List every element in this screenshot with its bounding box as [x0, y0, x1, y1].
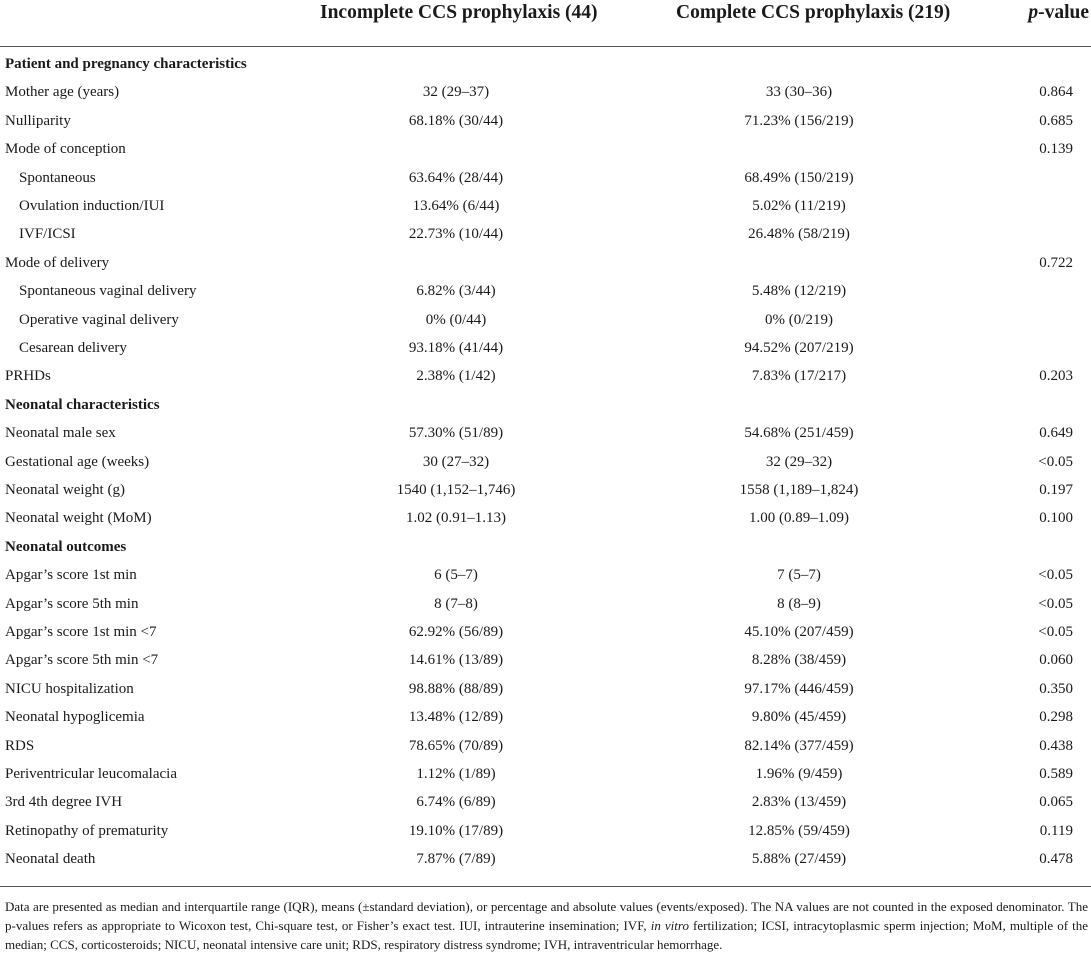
- header-p-italic: p: [1028, 2, 1039, 23]
- table-row: [0, 732, 1091, 760]
- cell-incomplete: 32 (29–37): [422, 84, 490, 101]
- table-row: [0, 703, 1091, 731]
- cell-incomplete: 19.10% (17/89): [408, 822, 504, 839]
- table-row: [0, 760, 1091, 788]
- cell-incomplete: 6.82% (3/44): [416, 283, 496, 300]
- cell-incomplete: 13.64% (6/44): [412, 198, 500, 214]
- cell-complete: 5.02% (11/219): [752, 198, 846, 214]
- header-p-rest: -value: [1038, 2, 1089, 23]
- table-row: [0, 504, 1091, 532]
- cell-p-value: 0.298: [1039, 709, 1073, 726]
- cell-complete: 5.88% (27/459): [751, 851, 847, 868]
- cell-p-value: 0.722: [1039, 254, 1073, 271]
- cell-complete: 9.80% (45/459): [751, 709, 847, 726]
- footnote-text-1: Data are presented as median and interquartile range (IQR), means (±standard deviation), or percentage and absolute values (events/exposed). The NA values are not counted in the exposed denominator. The p-values refers as appropriate to Wicoxon test, Chi-square test, or Fisher’s exact test. IUI, intrauterine insemination; IVF,: [5, 899, 1088, 933]
- row-label: Neonatal hypoglicemia: [5, 709, 145, 726]
- cell-complete: 33 (30–36): [765, 84, 833, 101]
- table-row: [0, 675, 1091, 703]
- cell-p-value: 0.438: [1039, 737, 1073, 754]
- cell-incomplete: 6.74% (6/89): [416, 794, 496, 811]
- cell-p-value: 0.203: [1039, 368, 1073, 385]
- row-label: Neonatal death: [5, 851, 96, 868]
- row-label: Retinopathy of prematurity: [5, 822, 169, 839]
- cell-p-value: 0.100: [1039, 510, 1073, 527]
- cell-complete: 1.96% (9/459): [755, 766, 843, 782]
- table-row: [0, 78, 1091, 106]
- row-label: Apgar’s score 5th min <7: [5, 652, 159, 669]
- row-label: Nulliparity: [5, 112, 71, 129]
- row-label: Apgar’s score 1st min <7: [5, 624, 157, 640]
- cell-p-value: <0.05: [1038, 624, 1073, 640]
- table-row: [0, 788, 1091, 816]
- cell-incomplete: 0% (0/44): [425, 311, 487, 328]
- row-label: Gestational age (weeks): [5, 453, 150, 470]
- cell-complete: 1.00 (0.89–1.09): [749, 510, 849, 527]
- footnote-italic: in vitro: [650, 917, 689, 933]
- header-p-value: [1028, 2, 1089, 24]
- row-label: IVF/ICSI: [19, 226, 76, 243]
- cell-complete: 8.28% (38/459): [751, 652, 847, 669]
- cell-complete: 82.14% (377/459): [744, 737, 854, 754]
- cell-complete: 94.52% (207/219): [744, 340, 854, 356]
- cell-p-value: 0.350: [1039, 680, 1073, 697]
- cell-p-value: 0.060: [1039, 652, 1073, 669]
- row-label: Mother age (years): [5, 84, 120, 101]
- cell-incomplete: 63.64% (28/44): [408, 169, 504, 186]
- row-label: Neonatal characteristics: [5, 396, 160, 413]
- cell-p-value: 0.685: [1039, 112, 1073, 129]
- table-row: [0, 249, 1091, 277]
- table-row: [0, 590, 1091, 618]
- table-row: [0, 135, 1091, 163]
- row-label: Neonatal outcomes: [5, 538, 127, 555]
- table-row: [0, 220, 1091, 248]
- cell-incomplete: 30 (27–32): [422, 453, 490, 470]
- row-label: 3rd 4th degree IVH: [5, 794, 123, 811]
- row-label: Periventricular leucomalacia: [5, 766, 177, 782]
- cell-complete: 97.17% (446/459): [744, 680, 854, 697]
- row-label: Neonatal weight (g): [5, 482, 125, 498]
- row-label: Ovulation induction/IUI: [19, 198, 165, 214]
- cell-complete: 68.49% (150/219): [744, 169, 854, 186]
- cell-complete: 54.68% (251/459): [744, 425, 854, 442]
- row-label: Neonatal male sex: [5, 425, 116, 442]
- table-row: [0, 192, 1091, 220]
- cell-complete: 12.85% (59/459): [748, 822, 850, 839]
- table-row: [0, 306, 1091, 334]
- row-label: Patient and pregnancy characteristics: [5, 56, 247, 72]
- cell-incomplete: 68.18% (30/44): [408, 112, 504, 129]
- cell-complete: 32 (29–32): [765, 453, 833, 470]
- table-row: [0, 448, 1091, 476]
- cell-incomplete: 1.02 (0.91–1.13): [406, 510, 506, 527]
- row-label: Mode of conception: [5, 141, 126, 158]
- cell-p-value: <0.05: [1038, 567, 1073, 584]
- cell-incomplete: 78.65% (70/89): [408, 737, 504, 754]
- cell-complete: 45.10% (207/459): [744, 624, 854, 640]
- cell-complete: 26.48% (58/219): [748, 226, 850, 243]
- cell-complete: 7 (5–7): [777, 567, 821, 584]
- cell-complete: 71.23% (156/219): [744, 112, 854, 129]
- row-label: Spontaneous vaginal delivery: [19, 283, 197, 300]
- cell-incomplete: 62.92% (56/89): [408, 624, 504, 640]
- cell-incomplete: 1.12% (1/89): [416, 766, 496, 782]
- table-row: [0, 845, 1091, 873]
- row-label: Mode of delivery: [5, 254, 110, 271]
- cell-p-value: 0.065: [1039, 794, 1073, 811]
- table-row: [0, 419, 1091, 447]
- row-label: RDS: [5, 737, 35, 754]
- table-row: [0, 561, 1091, 589]
- cell-incomplete: 7.87% (7/89): [416, 851, 496, 868]
- row-label: Apgar’s score 1st min: [5, 567, 137, 584]
- table-row: [0, 164, 1091, 192]
- row-label: Operative vaginal delivery: [19, 311, 179, 328]
- cell-p-value: <0.05: [1038, 595, 1073, 612]
- table-row: [0, 618, 1091, 646]
- table-row: [0, 362, 1091, 390]
- cell-incomplete: 8 (7–8): [434, 595, 478, 612]
- cell-incomplete: 1540 (1,152–1,746): [396, 482, 516, 498]
- cell-complete: 0% (0/219): [765, 311, 833, 328]
- row-label: Neonatal weight (MoM): [5, 510, 152, 527]
- cell-incomplete: 93.18% (41/44): [408, 340, 504, 356]
- cell-incomplete: 22.73% (10/44): [408, 226, 504, 243]
- cell-complete: 1558 (1,189–1,824): [739, 482, 859, 498]
- cell-p-value: 0.864: [1039, 84, 1073, 101]
- cell-complete: 5.48% (12/219): [751, 283, 847, 300]
- table-row: [0, 646, 1091, 674]
- section-header-row: [0, 50, 1091, 78]
- cell-incomplete: 98.88% (88/89): [408, 680, 504, 697]
- section-header-row: [0, 533, 1091, 561]
- cell-p-value: 0.649: [1039, 425, 1073, 442]
- footnote-text-2: fertilization; ICSI, intracytoplasmic sperm injection; MoM, multiple of the median; CCS, corticosteroids; NICU, neonatal intensive care unit; RDS, respiratory distress syndrome; IVH, intraventricular hemorrhage.: [5, 917, 1088, 952]
- table-row: [0, 107, 1091, 135]
- row-label: Spontaneous: [19, 169, 96, 186]
- cell-complete: 8 (8–9): [777, 595, 821, 612]
- cell-incomplete: 13.48% (12/89): [408, 709, 504, 726]
- table-row: [0, 476, 1091, 504]
- header-complete: Complete CCS prophylaxis (219): [676, 2, 951, 23]
- table-row: [0, 817, 1091, 845]
- table-footnote: [5, 898, 1088, 954]
- table-header: [0, 0, 1091, 47]
- cell-complete: 7.83% (17/217): [751, 368, 847, 385]
- bottom-rule: [0, 886, 1091, 887]
- cell-incomplete: 2.38% (1/42): [416, 368, 496, 385]
- cell-incomplete: 14.61% (13/89): [408, 652, 504, 669]
- row-label: NICU hospitalization: [5, 680, 134, 697]
- cell-p-value: 0.197: [1039, 482, 1073, 498]
- row-label: PRHDs: [5, 368, 51, 385]
- table-row: [0, 277, 1091, 305]
- cell-complete: 2.83% (13/459): [751, 794, 847, 811]
- cell-p-value: 0.589: [1039, 766, 1073, 782]
- cell-p-value: 0.119: [1039, 822, 1073, 839]
- section-header-row: [0, 391, 1091, 419]
- cell-p-value: <0.05: [1038, 453, 1073, 470]
- row-label: Cesarean delivery: [19, 340, 127, 356]
- cell-incomplete: 6 (5–7): [434, 567, 478, 584]
- cell-incomplete: 57.30% (51/89): [408, 425, 504, 442]
- cell-p-value: 0.478: [1039, 851, 1073, 868]
- table-row: [0, 334, 1091, 362]
- cell-p-value: 0.139: [1039, 141, 1073, 158]
- row-label: Apgar’s score 5th min: [5, 595, 139, 612]
- header-incomplete: Incomplete CCS prophylaxis (44): [320, 2, 598, 23]
